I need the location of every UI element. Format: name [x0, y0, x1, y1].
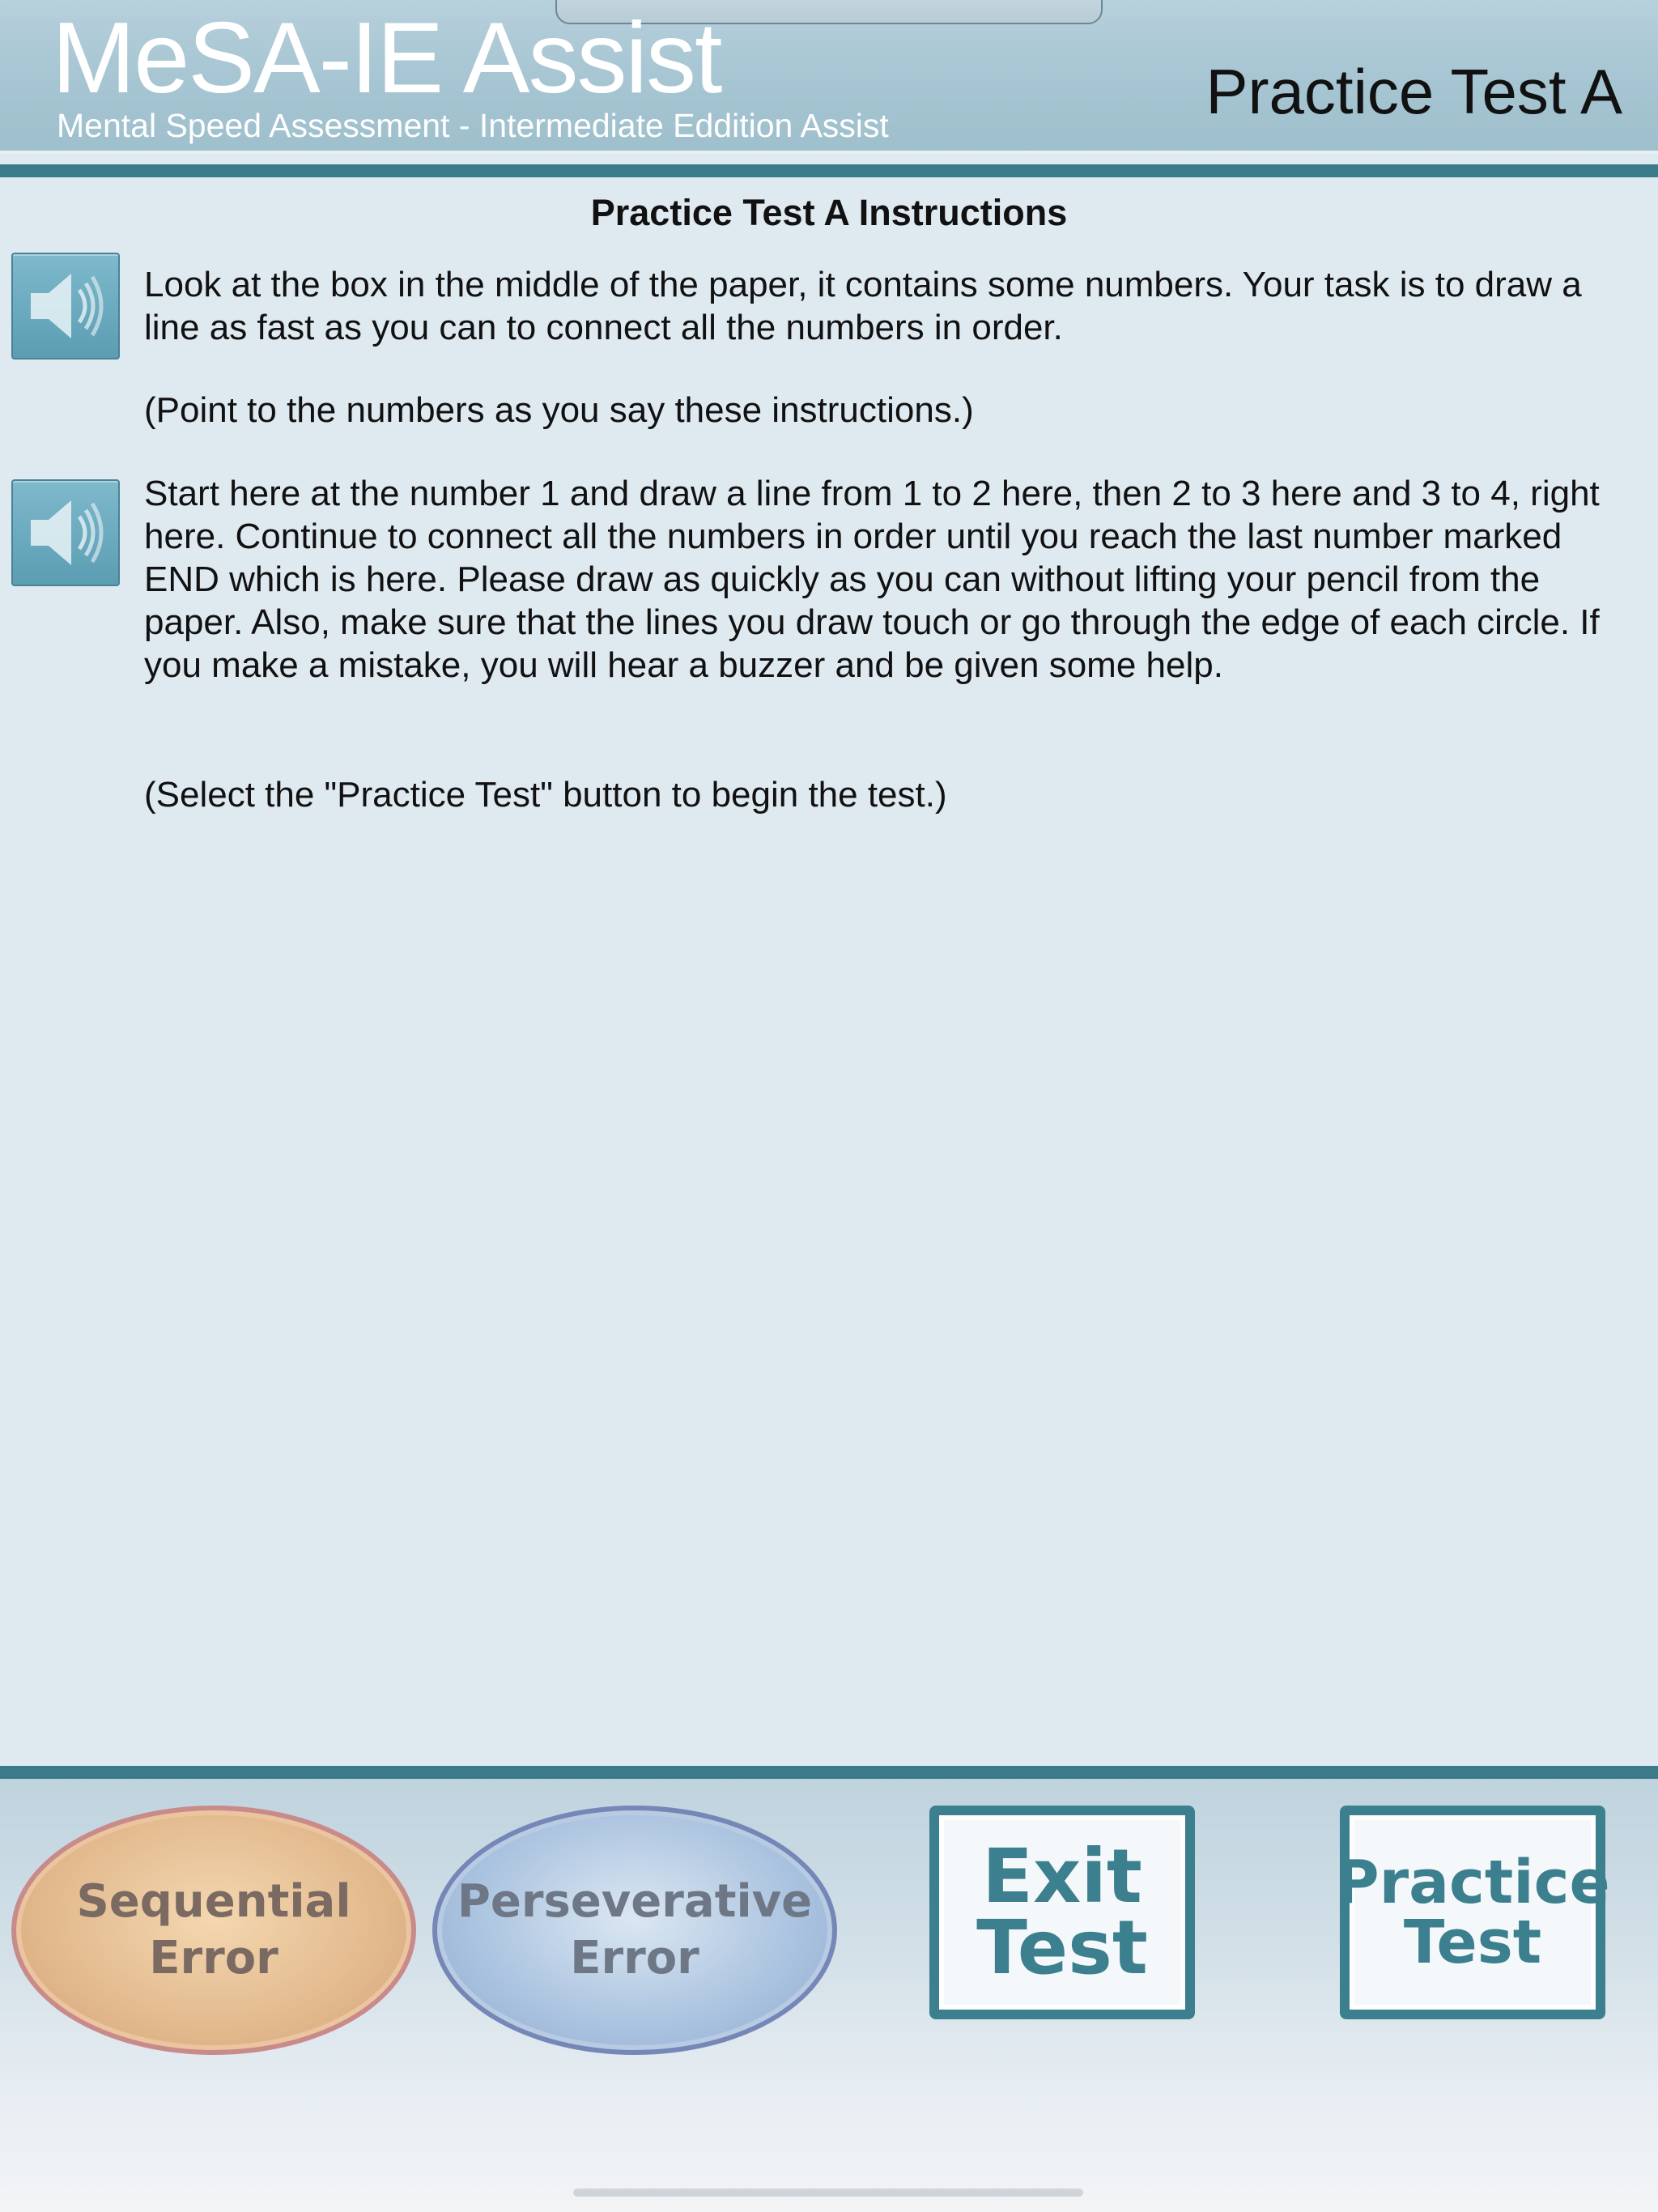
play-audio-button-2[interactable] — [11, 479, 120, 586]
exit-test-button[interactable] — [929, 1806, 1195, 2019]
instructions-title: Practice Test A Instructions — [590, 192, 1068, 233]
speaker-icon — [21, 489, 110, 576]
exit-test-label-line1: Exit — [982, 1833, 1142, 1920]
app-header — [0, 0, 1658, 154]
header-highlight-line — [0, 151, 1658, 154]
sequential-error-label-line1: Sequential — [76, 1875, 351, 1928]
app-subtitle: Mental Speed Assessment - Intermediate Eddition Assist — [57, 107, 889, 144]
app-title: MeSA-IE Assist — [52, 2, 721, 114]
perseverative-error-label-line1: Perseverative — [457, 1875, 813, 1928]
perseverative-error-button[interactable] — [432, 1806, 837, 2055]
test-name-heading: Practice Test A — [1205, 56, 1622, 127]
instruction-paragraph-2: (Point to the numbers as you say these instructions.) — [144, 390, 974, 430]
perseverative-error-label-line2: Error — [570, 1932, 699, 1984]
home-indicator[interactable] — [573, 2189, 1083, 2197]
play-audio-button-1[interactable] — [11, 253, 120, 359]
exit-test-label-line2: Test — [976, 1904, 1148, 1991]
practice-test-label-line2: Test — [1403, 1908, 1542, 1977]
speaker-icon — [21, 262, 110, 350]
footer-divider — [0, 1766, 1658, 1779]
practice-test-label-line1: Practice — [1335, 1848, 1610, 1917]
instruction-paragraph-4: (Select the "Practice Test" button to begin the test.) — [144, 775, 947, 815]
sequential-error-button[interactable] — [11, 1806, 416, 2055]
instruction-paragraph-3: Start here at the number 1 and draw a line from 1 to 2 here, then 2 to 3 here and 3 to 4, right here. Continue to connect all the numbers in order until you reach the last number marked END which is here. Please draw as quickly as you can without lifting your pencil from the paper. Also, make sure that the lines you draw touch or go through the edge of each circle. If you make a mistake, you will hear a buzzer and be given some help. — [144, 474, 1600, 685]
sequential-error-label-line2: Error — [149, 1932, 278, 1984]
header-divider — [0, 164, 1658, 177]
instruction-paragraph-1: Look at the box in the middle of the paper, it contains some numbers. Your task is to draw a line as fast as you can to connect all the numbers in order. — [144, 265, 1582, 347]
practice-test-button[interactable] — [1335, 1806, 1610, 2019]
